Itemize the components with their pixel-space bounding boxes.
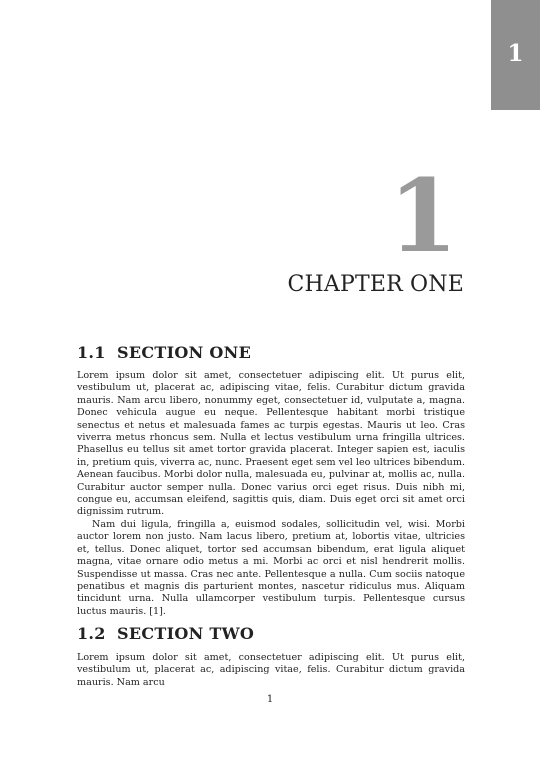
section-title: SECTION TWO [117, 624, 255, 643]
section-1-2 [77, 624, 465, 688]
section-1-1 [77, 343, 465, 617]
chapter-number: 1 [388, 157, 458, 275]
section-heading [77, 624, 465, 643]
paragraph: Lorem ipsum dolor sit amet, consectetuer adipiscing elit. Ut purus elit, vestibulum ut, placerat ac, adipiscing vitae, felis. Curabitur dictum gravida mauris. Nam arcu [77, 652, 465, 688]
thumb-tab-label: 1 [507, 40, 524, 67]
section-number: 1.2 [77, 624, 106, 643]
section-title: SECTION ONE [117, 343, 252, 362]
section-body [77, 652, 465, 688]
section-body [77, 370, 465, 618]
section-number: 1.1 [77, 343, 106, 362]
paragraph: Lorem ipsum dolor sit amet, consectetuer adipiscing elit. Ut purus elit, vestibulum ut, placerat ac, adipiscing vitae, felis. Curabitur dictum gravida mauris. Nam arcu libero, nonummy eget, consectetuer id, vulputate a, magna. Donec vehicula augue eu neque. Pellentesque habitant morbi tristique senectus et netus et malesuada fames ac turpis egestas. Mauris ut leo. Cras viverra metus rhoncus sem. Nulla et lectus vestibulum urna fringilla ultrices. Phasellus eu tellus sit amet tortor gravida placerat. Integer sapien est, iaculis in, pretium quis, viverra ac, nunc. Praesent eget sem vel leo ultrices bibendum. Aenean faucibus. Morbi dolor nulla, malesuada eu, pulvinar at, mollis ac, nulla. Curabitur auctor semper nulla. Donec varius orci eget risus. Duis nibh mi, congue eu, accumsan eleifend, sagittis quis, diam. Duis eget orci sit amet orci dignissim rutrum. [77, 370, 465, 518]
chapter-title: CHAPTER ONE [287, 272, 464, 297]
section-heading [77, 343, 465, 362]
page-number: 1 [266, 694, 274, 705]
paragraph: Nam dui ligula, fringilla a, euismod sodales, sollicitudin vel, wisi. Morbi auctor lorem non justo. Nam lacus libero, pretium at, lobortis vitae, ultricies et, tellus. Donec aliquet, tortor sed accumsan bibendum, erat ligula aliquet magna, vitae ornare odio metus a mi. Morbi ac orci et nisl hendrerit mollis. Suspendisse ut massa. Cras nec ante. Pellentesque a nulla. Cum sociis natoque penatibus et magnis dis parturient montes, nascetur ridiculus mus. Aliquam tincidunt urna. Nulla ullamcorper vestibulum turpis. Pellentesque cursus luctus mauris. [1]. [77, 518, 465, 617]
chapter-thumb-tab [491, 0, 540, 110]
